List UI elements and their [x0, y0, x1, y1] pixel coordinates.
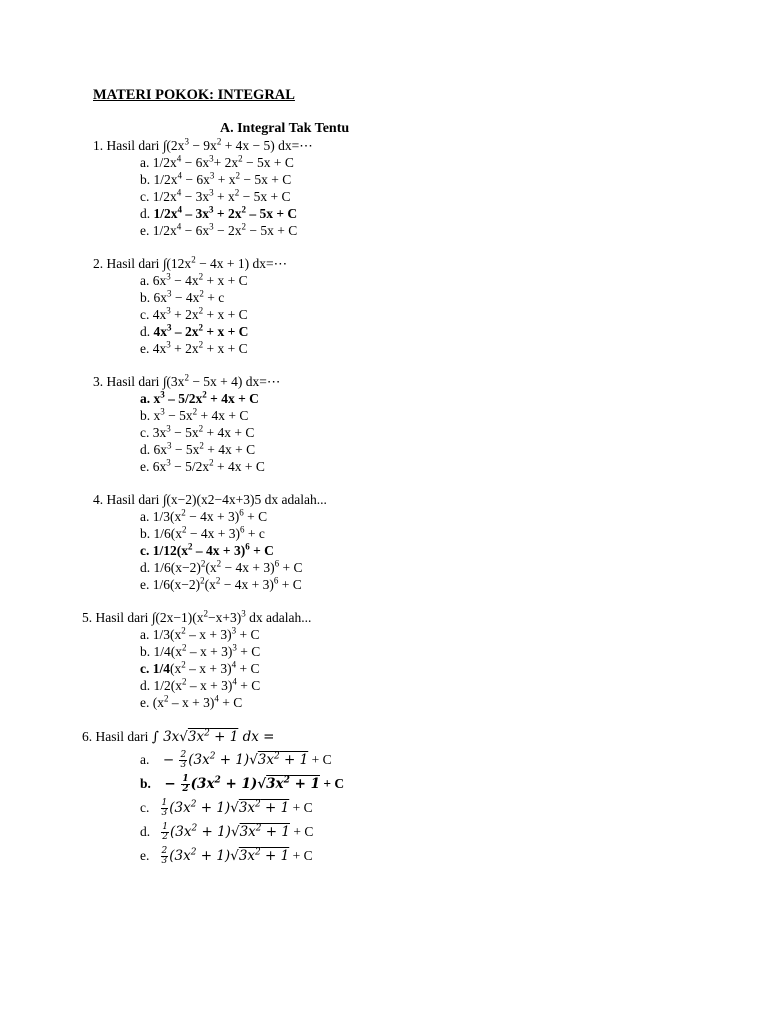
question-3-option-e: e. $6x^3 - 5/2x^2 + 4x + C$ — [140, 457, 265, 474]
question-3-option-c: c. $3x^3 - 5x^2 + 4x + C$ — [140, 423, 255, 440]
question-5-option-e: e. $(x^2 - x + 3)^4 + C$ — [140, 693, 243, 710]
question-1-option-d: d. $1/2x^4 - 3x^3 + 2x^2 - 5x + C$ — [140, 204, 298, 221]
question-3-option-a: a. $x^3 - 5/2x^2 + 4x + C$ — [140, 389, 259, 406]
question-6-option-a: a. − $\frac{2}{3}$ $(3x^2 + 1)√3x^2 + 1 + C$ — [140, 750, 332, 770]
question-2-prompt: 2. Hasil dari $\int(12x^2 - 4x + 1)$ dx=⋯ — [93, 254, 288, 271]
question-2-option-b: b. $6x^3 - 4x^2 + c$ — [140, 288, 225, 305]
section-heading: A. Integral Tak Tentu — [220, 121, 350, 136]
question-5-option-a: a. $1/3(x^2 - x + 3)^3 + C$ — [140, 625, 260, 642]
question-1-option-e: e. $1/2x^4 - 6x^3 - 2x^2 - 5x + C$ — [140, 221, 298, 238]
question-1-prompt: 1. Hasil dari $\int(2x^3 - 9x^2 + 4x - 5)$ dx=⋯ — [93, 136, 313, 153]
question-6-option-d: d. $\frac{1}{2}$ $(3x^2 + 1)√3x^2 + 1 + C$ — [140, 822, 314, 842]
question-2-option-a: a. $6x^3 - 4x^2 + x + C$ — [140, 271, 248, 288]
question-5-option-d: d. $1/2(x^2 - x + 3)^4 + C$ — [140, 676, 261, 693]
question-4-option-a: a. $1/3(x^2 - 4x + 3)^6 + C$ — [140, 507, 268, 524]
question-2-option-c: c. $4x^3 + 2x^2 + x + C$ — [140, 305, 248, 322]
question-1-option-b: b. $1/2x^4 - 6x^3 + x^2 - 5x + C$ — [140, 170, 292, 187]
question-4-option-c: c. $1/12(x^2 - 4x + 3)^6 + C$ — [140, 541, 274, 558]
question-2-option-e: e. $4x^3 + 2x^2 + x + C$ — [140, 339, 248, 356]
question-3-option-d: d. $6x^3 - 5x^2 + 4x + C$ — [140, 440, 256, 457]
question-5-option-b: b. $1/4(x^2 - x + 3)^3 + C$ — [140, 642, 261, 659]
question-5-prompt: 5. Hasil dari $\int(2x-1)(x^2-x+3)^3$ dx adalah... — [82, 608, 312, 625]
question-5-option-c: c. $1/4(x^2 - x + 3)^4 + C$ — [140, 659, 260, 676]
question-3-option-b: b. $x^3 - 5x^2 + 4x + C$ — [140, 406, 249, 423]
question-4-prompt: 4. Hasil dari ∫(x−2)(x2−4x+3)5 dx adalah... — [93, 492, 327, 507]
question-6-option-b: b. − $\frac{1}{2}$ $(3x^2 + 1)√3x^2 + 1 + C$ — [140, 774, 345, 794]
question-6-option-c: c. $\frac{1}{3}$ $(3x^2 + 1)√3x^2 + 1 + C$ — [140, 798, 313, 818]
question-4-option-b: b. $1/6(x^2 - 4x + 3)^6 + c$ — [140, 524, 265, 541]
question-4-option-d: d. $1/6(x-2)^2(x^2 - 4x + 3)^6 + C$ — [140, 558, 303, 575]
question-6-prompt: 6. Hasil dari ∫ $3x√3x^2 + 1$ dx = — [82, 728, 275, 745]
question-1-option-a: a. $1/2x^4 - 6x^3+ 2x^2 - 5x + C$ — [140, 153, 294, 170]
question-6-option-e: e. $\frac{2}{3}$ $(3x^2 + 1)√3x^2 + 1 + C$ — [140, 846, 313, 866]
question-3-prompt: 3. Hasil dari $\int(3x^2 - 5x + 4)$ dx=⋯ — [93, 372, 281, 389]
question-4-option-e: e. $1/6(x-2)^2(x^2 - 4x + 3)^6 + C$ — [140, 575, 302, 592]
document-title: MATERI POKOK: INTEGRAL — [93, 87, 295, 103]
question-1-option-c: c. $1/2x^4 - 3x^3 + x^2 - 5x + C$ — [140, 187, 291, 204]
question-2-option-d: d. $4x^3 - 2x^2 + x + C$ — [140, 322, 249, 339]
